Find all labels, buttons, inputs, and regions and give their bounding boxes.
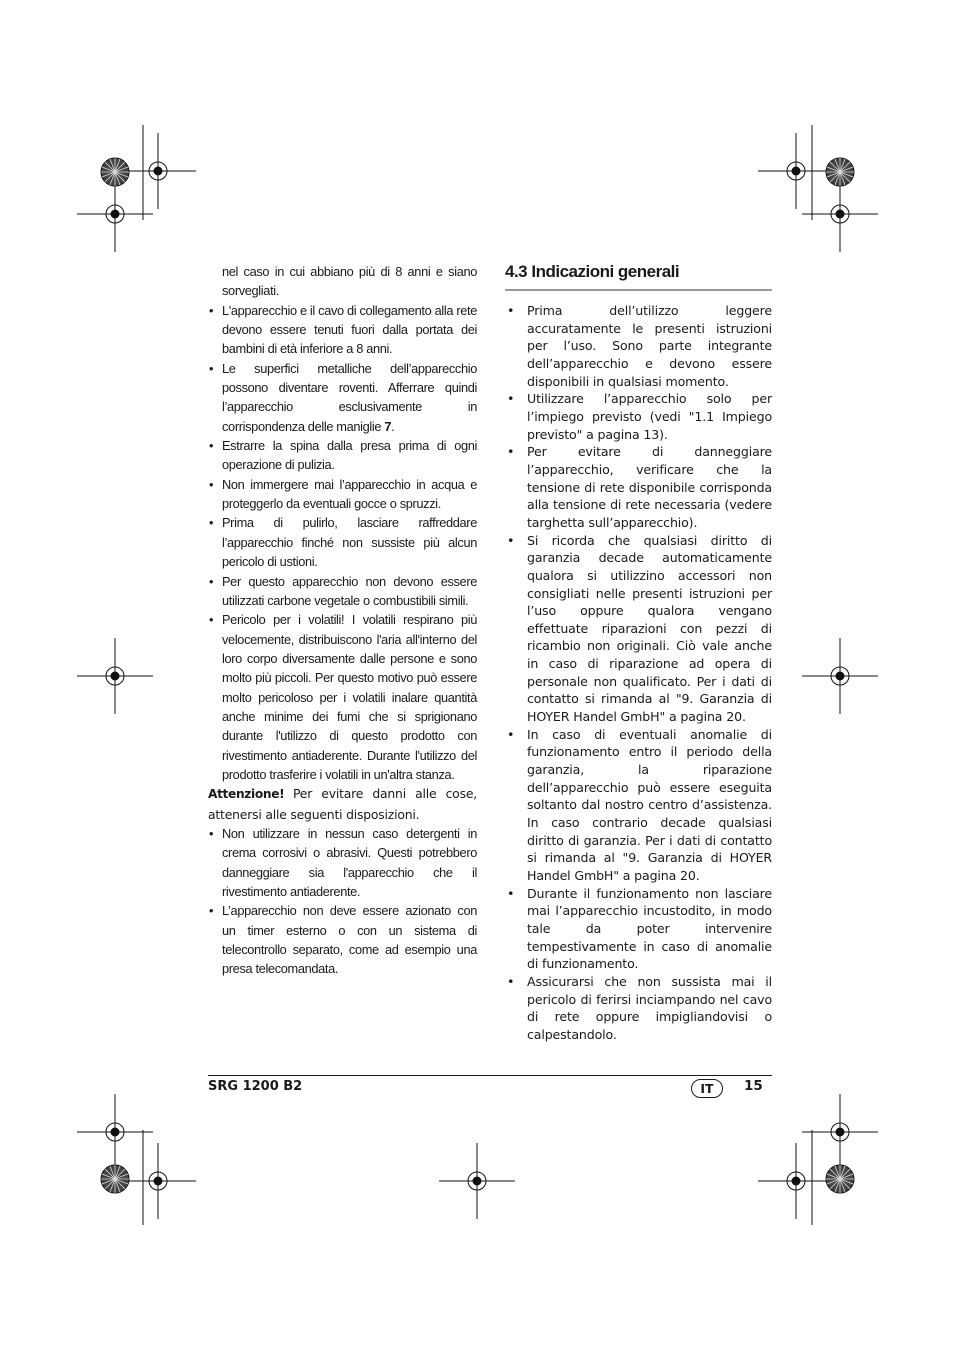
- color-target-mark: [101, 158, 129, 186]
- color-target-mark: [826, 158, 854, 186]
- warning-list: [208, 824, 477, 979]
- registration-mark: [758, 1143, 834, 1219]
- registration-mark: [120, 133, 196, 209]
- registration-mark: [77, 638, 153, 714]
- list-item: • Prima dell’utilizzo leggere accuratamente le presenti istruzioni per l’uso. Sono parte integrante dell’apparecchio e devono essere disponibili in qualsiasi momento.: [505, 302, 772, 390]
- list-item: • Utilizzare l’apparecchio solo per l’impiego previsto (vedi "1.1 Impiego previsto" a pagina 13).: [505, 390, 772, 443]
- registration-mark: [77, 176, 153, 252]
- registration-mark: [120, 1143, 196, 1219]
- list-item: • Si ricorda che qualsiasi diritto di garanzia decade automaticamente qualora si utilizzino accessori non consigliati nelle presenti istruzioni per l’uso oppure qualora vengano effettuate riparazioni con pezzi di ricambio non originali. Ciò vale anche in caso di riparazione ad opera di personale non qualificato. Per i dati di contatto si rimanda al "9. Garanzia di HOYER Handel GmbH" a pagina 20.: [505, 532, 772, 726]
- general-instructions-list: [505, 302, 772, 1044]
- right-column: [505, 262, 772, 1044]
- footer-model: SRG 1200 B2: [208, 1079, 303, 1094]
- list-item: • Prima di pulirlo, lasciare raffreddare l’apparecchio finché non sussiste più alcun pericolo di ustioni.: [208, 513, 477, 571]
- intro-continuation: nel caso in cui abbiano più di 8 anni e siano sorvegliati.: [222, 264, 477, 299]
- list-item: • Assicurarsi che non sussista mai il pericolo di ferirsi inciampando nel cavo di rete oppure impigliandovisi o calpestandolo.: [505, 973, 772, 1044]
- warning-text: Per evitare danni alle cose, attenersi alle seguenti disposizioni.: [208, 786, 477, 822]
- list-item: • Durante il funzionamento non lasciare mai l’apparecchio incustodito, in modo tale da poter intervenire tempestivamente in caso di anomalie di funzionamento.: [505, 885, 772, 973]
- list-item: • Le superfici metalliche dell’apparecchio possono diventare roventi. Afferrare quindi l’apparecchio esclusivamente in corrispondenza delle maniglie 7.: [208, 359, 477, 436]
- list-item: • In caso di eventuali anomalie di funzionamento entro il periodo della garanzia, la riparazione dell’apparecchio può essere eseguita soltanto dal nostro centro d’assistenza. In caso contrario decade qualsiasi diritto di garanzia. Per i dati di contatto si rimanda al "9. Garanzia di HOYER Handel GmbH" a pagina 20.: [505, 726, 772, 885]
- left-column: [208, 262, 477, 979]
- registration-mark: [802, 1094, 878, 1170]
- list-item: • Non utilizzare in nessun caso detergenti in crema corrosivi o abrasivi. Questi potrebbero danneggiare sia l'apparecchio che il rivestimento antiaderente.: [208, 824, 477, 901]
- list-item: • Per evitare di danneggiare l’apparecchio, verificare che la tensione di rete disponibile corrisponda alla tensione di rete necessaria (vedere targhetta sull’apparecchio).: [505, 443, 772, 531]
- registration-mark: [439, 1143, 515, 1219]
- list-item-text: Le superfici metalliche dell’apparecchio possono diventare roventi. Afferrare quindi l’apparecchio esclusivamente in corrispondenza delle maniglie: [222, 360, 477, 434]
- registration-mark: [802, 638, 878, 714]
- color-target-mark: [101, 1165, 129, 1193]
- warning-paragraph: [208, 784, 477, 824]
- handle-reference: 7: [384, 418, 392, 434]
- list-item: • L'apparecchio e il cavo di collegamento alla rete devono essere tenuti fuori dalla portata dei bambini di età inferiore a 8 anni.: [208, 301, 477, 359]
- list-item: • Non immergere mai l’apparecchio in acqua e proteggerlo da eventuali gocce o spruzzi.: [208, 475, 477, 514]
- registration-mark: [802, 176, 878, 252]
- registration-mark: [758, 133, 834, 209]
- warning-label: Attenzione!: [208, 787, 285, 802]
- list-item: • L’apparecchio non deve essere azionato con un timer esterno o con un sistema di telecontrollo separato, come ad esempio una presa telecomandata.: [208, 901, 477, 978]
- footer-rule: [208, 1075, 772, 1076]
- page-number: 15: [744, 1078, 763, 1094]
- language-badge: IT: [691, 1079, 723, 1098]
- list-item: • Pericolo per i volatili! I volatili respirano più velocemente, distribuiscono l'aria all'interno del loro corpo diversamente dalle persone e sono molto più piccoli. Per questo motivo può essere molto pericoloso per i volatili inalare quantità anche minime dei fumi che si sprigionano durante l'utilizzo di questo prodotto con rivestimento antiaderente. Durante l'utilizzo del prodotto trasferire i volatili in un'altra stanza.: [208, 610, 477, 784]
- registration-mark: [77, 1094, 153, 1170]
- color-target-mark: [826, 1165, 854, 1193]
- list-item: • Per questo apparecchio non devono essere utilizzati carbone vegetale o combustibili simili.: [208, 572, 477, 611]
- section-title: 4.3 Indicazioni generali: [505, 262, 772, 291]
- list-item: • Estrarre la spina dalla presa prima di ogni operazione di pulizia.: [208, 436, 477, 475]
- safety-list: [208, 301, 477, 785]
